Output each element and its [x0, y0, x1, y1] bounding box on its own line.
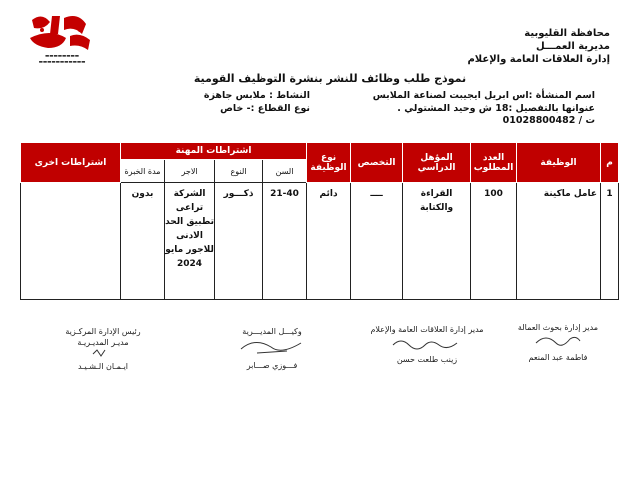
- signature-title: مدير إدارة بحوث العمالة: [517, 323, 599, 332]
- cell-specialty: ــــ: [351, 183, 403, 300]
- sector: نوع القطاع :- خاص: [220, 102, 310, 114]
- signature-name: ايـمـان الـشـيـد: [77, 362, 129, 371]
- col-job: الوظيفة: [517, 143, 601, 183]
- signature-name: زينب طلعت حسن: [396, 355, 458, 364]
- governorate: محافظة القليوبية: [524, 28, 610, 39]
- col-qualification: المؤهل الدراسي: [403, 143, 471, 183]
- company-info: [345, 90, 595, 128]
- col-specialty: التخصص: [351, 143, 403, 183]
- handwritten-signature: [83, 348, 123, 358]
- col-profession-requirements: اشتراطات المهنة: [121, 143, 307, 160]
- jobs-table: [20, 142, 619, 300]
- cell-age: 21-40: [263, 183, 307, 300]
- col-count: العدد المطلوب: [471, 143, 517, 183]
- col-index: م: [601, 143, 619, 183]
- department: إدارة العلاقات العامة والإعلام: [467, 54, 610, 65]
- signature-name: فـــوزي صـــابر: [246, 361, 298, 370]
- col-age: السن: [263, 160, 307, 183]
- signature-name: فاطمة عبد المنعم: [528, 353, 588, 362]
- col-gender: النوع: [215, 160, 263, 183]
- signature-subtitle: مديـر المديـريـة: [77, 338, 129, 347]
- cell-gender: ذكـــور: [215, 183, 263, 300]
- signature-research: [498, 322, 618, 363]
- col-salary: الاجر: [165, 160, 215, 183]
- cell-qualification: القراءة والكتابة: [403, 183, 471, 300]
- handwritten-signature: [387, 335, 467, 351]
- table-row: [21, 183, 619, 300]
- cell-job: عامل ماكينة: [517, 183, 601, 300]
- signature-head: [48, 326, 158, 372]
- signature-title: مدير إدارة العلاقات العامة والإعلام: [370, 325, 484, 334]
- cell-index: 1: [601, 183, 619, 300]
- company-address: عنوانها بالتفصيل :18 ش وحيد المشتولي .: [397, 102, 595, 114]
- signature-pr: [352, 324, 502, 365]
- handwritten-signature: [237, 337, 307, 357]
- cell-other: [21, 183, 121, 300]
- header-block: [410, 27, 610, 66]
- form-title: نموذج طلب وظائف للنشر بنشرة التوظيف القومية: [193, 72, 467, 85]
- company-phone: ت / 01028800482: [502, 115, 595, 126]
- cell-job-type: دائم: [307, 183, 351, 300]
- activity-info: [190, 90, 310, 115]
- signature-title: رئيس الإدارة المركـزية: [65, 327, 141, 336]
- cell-experience: بدون: [121, 183, 165, 300]
- handwritten-signature: [528, 333, 588, 349]
- signature-title: وكيـــل المديـــرية: [242, 327, 302, 336]
- activity: النشاط : ملابس جاهزة: [203, 90, 310, 101]
- col-other: اشتراطات اخرى: [21, 143, 121, 183]
- cell-salary: الشركة تراعى تطبيق الحد الادنى للاجور مايو 2024: [165, 183, 215, 300]
- cell-count: 100: [471, 183, 517, 300]
- col-job-type: نوع الوظيفة: [307, 143, 351, 183]
- logo-caption: ▬▬▬▬▬▬▬▬ ▬▬▬▬▬▬▬▬▬▬▬: [38, 54, 86, 65]
- signature-deputy: [222, 326, 322, 371]
- col-experience: مدة الخبرة: [121, 160, 165, 183]
- directorate: مديرية العمـــل: [536, 41, 610, 52]
- company-name: اسم المنشأة :اس ابريل ايجيبت لصناعة الملابس: [372, 90, 595, 101]
